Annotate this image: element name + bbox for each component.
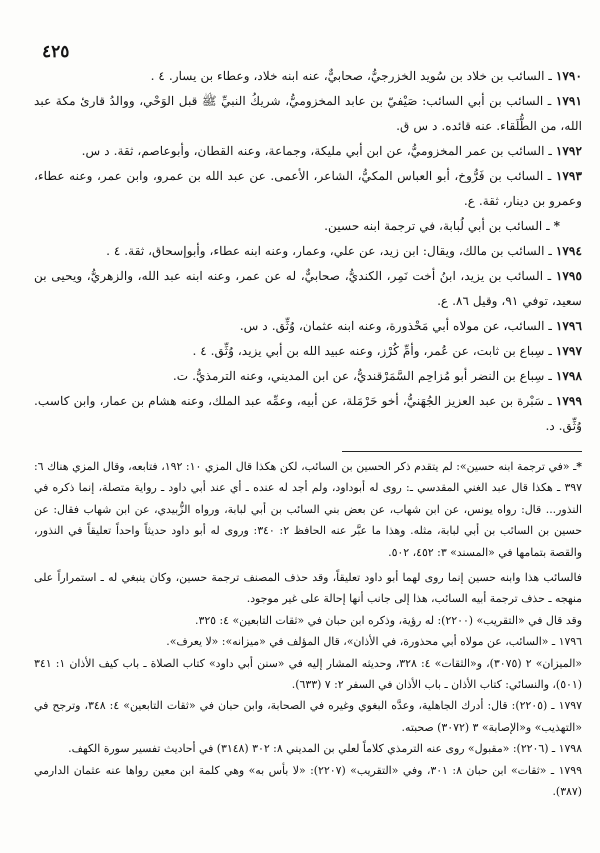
footnote-divider xyxy=(342,451,582,452)
cross-reference-entry xyxy=(34,214,582,239)
footnotes xyxy=(34,456,582,803)
entry-number: ١٧٩٤ xyxy=(555,244,582,258)
entry-number: ١٧٩٧ xyxy=(555,344,582,358)
entry-text: ـ السائب، عن مولاه أبي مَحْذورة، وعنه ابنه عثمان، وُثِّق. د س. xyxy=(239,319,556,333)
entry-number: ١٧٩٠ xyxy=(555,69,582,83)
entry-text: ـ السائب بن يزيد، ابنُ أخت نَمِر، الكنديُّ، صحابيٌّ، له عن عمر، وعنه ابنه عبد الله، والزهريُّ، ويحيى بن سعيد، توفي ٩١، وقيل ٨٦. ع. xyxy=(34,269,582,308)
entry xyxy=(34,164,582,214)
entry xyxy=(34,239,582,264)
entries-list xyxy=(34,64,582,439)
footnote-text: ـ «في ترجمة ابنه حسين»: لم يتقدم ذكر الحسين بن السائب، لكن هكذا قال المزي ١٠: ١٩٢، فتابعه، وقال المزي هناك ٦: ٣٩٧ ـ هكذا قال عبد الغني المقدسي ـ: روى له أبوداود، ولم أجد له عنده ـ أي عند أبي داود ـ رواية متصلة، إنما ذكره في النذور... قال: رواه يونس، عن ابن شهاب، عن بعض بني السائب بن أبي لبابة، ورواه الزُّبيدي، عن ابن شهاب فقال: عن حسين بن السائب بن أبي لبابة، مثله. وهذا ما عبَّر عنه الحافظ ٢: ٣٤٠: وروى له أبو داود حديثاً واحداً تعليقاً في النذور، والقصة بتمامها في «المسند» ٣: ٤٥٢، ٥٠٢. xyxy=(34,460,582,559)
entry-text: ـ السائب بن أبي لُبابة، في ترجمة ابنه حسين. xyxy=(324,219,554,233)
footnote: ١٧٩٧ ـ (٢٢٠٥): قال: أدرك الجاهلية، وعدَّه البغوي وغيره في الصحابة، وابن حبان في «ثقات التابعين» ٤: ٣٤٨، وترجح في «التهذيب» و«الإصابة» ٣ (٣٠٧٢) صحبته. xyxy=(34,699,582,734)
footnote: «الميزان» ٢ (٣٠٧٥)، و«الثقات» ٤: ٣٢٨، وحديثه المشار إليه في «سنن أبي داود» كتاب الصلاة ـ باب كيف الأذان ١: ٣٤١ (٥٠١)، والنسائي: كتاب الأذان ـ باب الأذان في السفر ٢: ٧ (٦٣٣). xyxy=(34,656,583,692)
entry-text: ـ السائب بن عمر المخزوميُّ، عن ابن أبي مليكة، وجماعة، وعنه القطان، وأبوعاصم، ثقة. د س. xyxy=(81,144,556,158)
entry-number: ١٧٩٣ xyxy=(555,169,582,183)
entry-text: ـ السائب بن فَرُّوخ، أبو العباس المكيُّ، الشاعر، الأعمى. عن عبد الله بن عمرو، وابن عمر، وعنه عطاء، وعمرو بن دينار، ثقة. ع. xyxy=(34,169,582,208)
entry xyxy=(34,89,582,139)
entry xyxy=(34,64,582,89)
entry-text: ـ سِباع بن ثابت، عن عُمر، وأمِّ كُرْز، وعنه عبيد الله بن أبي يزيد، وُثِّق. ٤ . xyxy=(192,344,556,358)
asterisk-marker: * xyxy=(553,219,560,233)
footnote: ١٧٩٦ ـ «السائب، عن مولاه أبي محذورة، في الأذان»، قال المؤلف في «ميزانه»: «لا يعرف». xyxy=(166,635,582,649)
entry-number: ١٧٩٥ xyxy=(555,269,582,283)
entry-text: ـ سَبْرة بن عبد العزيز الجُهَنيُّ، أخو حَرْمَلة، عن أبيه، وعمِّه عبد الملك، وعنه هشام بن عمار، وابن كاسب. وُثِّق. د. xyxy=(34,394,582,433)
entry-number: ١٧٩٦ xyxy=(555,319,582,333)
entry-text: ـ السائب بن خلاد بن سُويد الخزرجيُّ، صحابيٌّ، عنه ابنه خلاد، وعطاء بن يسار. ٤ . xyxy=(150,69,556,83)
footnote: ١٧٩٩ ـ «ثقات» ابن حبان ٨: ٣٠١، وفي «التقريب» (٢٢٠٧): «لا بأس به» وهي كلمة ابن معين رواها عنه عثمان الدارمي (٣٨٧). xyxy=(34,763,582,799)
footnote xyxy=(34,456,582,563)
entry xyxy=(34,364,582,389)
entry xyxy=(34,314,582,339)
entry-text: ـ سِباع بن النضر أبو مُزاحِم السَّمَرْقنديُّ، عن ابن المديني، وعنه الترمذيُّ. ت. xyxy=(172,369,556,383)
asterisk-marker: * xyxy=(576,460,582,473)
entry-number: ١٧٩٨ xyxy=(555,369,582,383)
entry-number: ١٧٩٢ xyxy=(555,144,582,158)
entry xyxy=(34,139,582,164)
footnote: ١٧٩٨ ـ (٢٢٠٦): «مقبول» روى عنه الترمذي كلاماً لعلي بن المديني ٨: ٣٠٢ (٣١٤٨) في أحاديث تفسير سورة الكهف. xyxy=(68,742,582,756)
entry xyxy=(34,339,582,364)
entry-text: ـ السائب بن مالك، ويقال: ابن زيد، عن علي، وعمار، وعنه ابنه عطاء، وأبوإسحاق، ثقة. ٤ . xyxy=(106,244,556,258)
entry-number: ١٧٩٩ xyxy=(555,394,582,408)
footnote: فالسائب هذا وابنه حسين إنما روى لهما أبو داود تعليقاً، وقد حذف المصنف ترجمة حسين، وكان ينبغي له ـ استمراراً على منهجه ـ حذف ترجمة أبيه السائب، هذا إلى جانب أنها إحالة على غير موجود. xyxy=(34,571,582,606)
entry xyxy=(34,264,582,314)
entry-text: ـ السائب بن أبي السائب: صَيْفيّ بن عابد المخزوميُّ، شريكُ النبيِّ ﷺ قبل الوَحْي، ووالدُ قارئ مكة عبد الله، من الطُّلَقاء. عنه قائده. د س ق. xyxy=(34,94,582,133)
entry-number: ١٧٩١ xyxy=(555,94,582,108)
footnote: وقد قال في «التقريب» (٢٢٠٠): له رؤية، وذكره ابن حبان في «ثقات التابعين» ٤: ٣٢٥. xyxy=(195,613,582,627)
page-number: ٤٢٥ xyxy=(42,42,70,62)
entry xyxy=(34,389,582,439)
